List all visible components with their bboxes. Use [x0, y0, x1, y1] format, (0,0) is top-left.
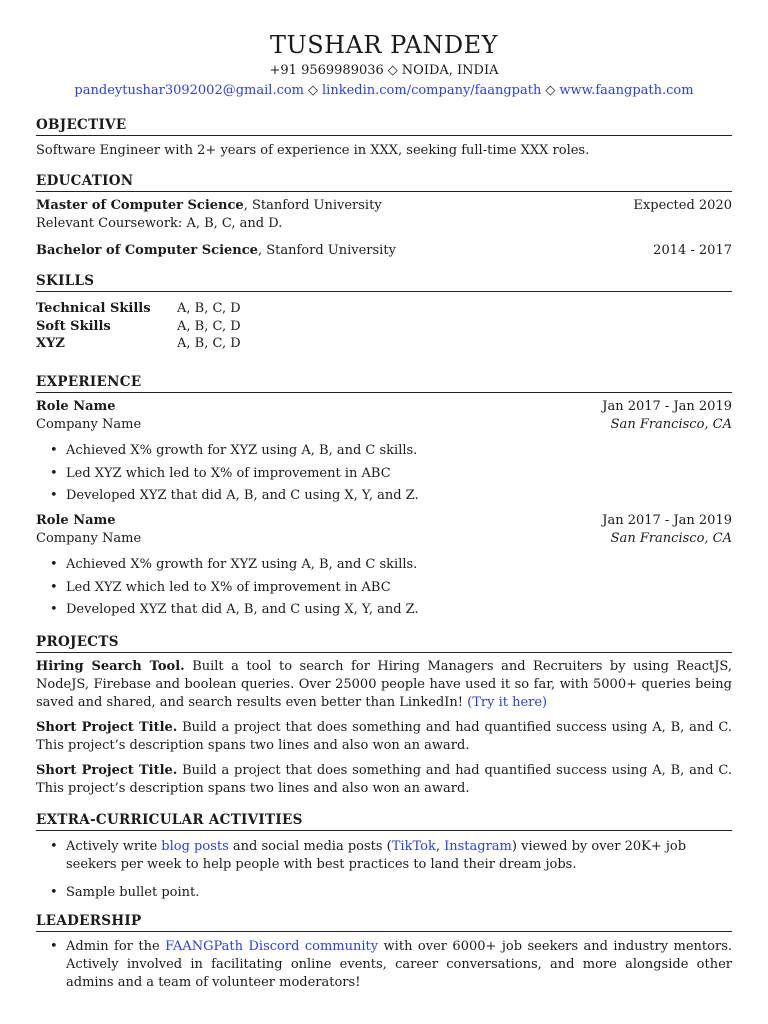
- text-segment: Admin for the: [66, 939, 166, 954]
- experience-header-1: [36, 398, 732, 416]
- candidate-name: TUSHAR PANDEY: [269, 31, 499, 59]
- project-description: Build a project that does something and had quantified success using A, B, and C. This project’s description spans two lines and also won an award.: [36, 763, 732, 796]
- degree-name: Master of Computer Science: [36, 198, 244, 213]
- role-dates: Jan 2017 - Jan 2019: [602, 513, 732, 528]
- text-segment: and social media posts (: [228, 839, 392, 854]
- skills-table: [36, 300, 241, 353]
- discord-community-link[interactable]: FAANGPath Discord community: [165, 939, 379, 954]
- education-entry-1: [36, 197, 732, 215]
- extracurricular-bullets: [36, 838, 732, 907]
- skill-name: Soft Skills: [36, 318, 111, 334]
- project-1: [36, 658, 732, 712]
- experience-subheader-1: [36, 416, 732, 434]
- skill-value: A, B, C, D: [177, 301, 241, 316]
- section-title-extracurricular: EXTRA-CURRICULAR ACTIVITIES: [36, 811, 732, 831]
- section-title-experience: EXPERIENCE: [36, 373, 732, 393]
- blog-posts-link[interactable]: blog posts: [161, 839, 229, 854]
- experience-subheader-2: [36, 530, 732, 548]
- skill-value: A, B, C, D: [177, 336, 241, 351]
- project-description: Built a tool to search for Hiring Managers and Recruiters by using ReactJS, NodeJS, Firebase and boolean queries. Over 25000 people have used it so far, with 5000+ queries being saved and shared, and search results even better than LinkedIn!: [36, 659, 732, 710]
- experience-bullets-1: [36, 442, 732, 510]
- role-dates: Jan 2017 - Jan 2019: [602, 399, 732, 414]
- list-item: • Led XYZ which led to X% of improvement in ABC: [36, 465, 732, 483]
- email-link[interactable]: pandeytushar3092002@gmail.com: [74, 83, 305, 98]
- text-segment: ,: [435, 839, 445, 854]
- project-title: Short Project Title.: [36, 763, 178, 778]
- company-location: San Francisco, CA: [610, 531, 732, 546]
- company-name: Company Name: [36, 531, 142, 546]
- list-item: • Sample bullet point.: [36, 884, 732, 902]
- company-name: Company Name: [36, 417, 142, 432]
- section-title-leadership: LEADERSHIP: [36, 912, 732, 932]
- contact-line-2: [36, 82, 732, 100]
- skill-row: [36, 318, 241, 336]
- location: NOIDA, INDIA: [401, 63, 499, 78]
- project-2: [36, 719, 732, 755]
- website-link[interactable]: www.faangpath.com: [559, 83, 694, 98]
- list-item: • Developed XYZ that did A, B, and C using X, Y, and Z.: [36, 601, 732, 619]
- instagram-link[interactable]: Instagram: [444, 839, 512, 854]
- school-name: , Stanford University: [243, 198, 382, 213]
- diamond-separator-icon: ◇: [545, 83, 556, 98]
- list-item: • Achieved X% growth for XYZ using A, B, and C skills.: [36, 556, 732, 574]
- skill-row: [36, 335, 241, 353]
- project-description: Build a project that does something and had quantified success using A, B, and C. This project’s description spans two lines and also won an award.: [36, 720, 732, 753]
- project-title: Short Project Title.: [36, 720, 178, 735]
- education-entry-2: [36, 242, 732, 260]
- project-try-link[interactable]: (Try it here): [467, 695, 548, 710]
- objective-text: Software Engineer with 2+ years of experience in XXX, seeking full-time XXX roles.: [36, 143, 590, 158]
- linkedin-link[interactable]: linkedin.com/company/faangpath: [322, 83, 542, 98]
- leadership-bullets: [36, 938, 732, 997]
- coursework: Relevant Coursework: A, B, C, and D.: [36, 216, 283, 231]
- skill-row: [36, 300, 241, 318]
- text-segment: ) viewed by over 20K+ job seekers per week to help people with best practices to land their dream jobs.: [66, 839, 687, 872]
- diamond-separator-icon: ◇: [308, 83, 319, 98]
- school-name: , Stanford University: [257, 243, 396, 258]
- degree-name: Bachelor of Computer Science: [36, 243, 258, 258]
- project-title: Hiring Search Tool.: [36, 659, 185, 674]
- text-segment: Actively write: [66, 839, 162, 854]
- phone: +91 9569989036: [269, 63, 384, 78]
- company-location: San Francisco, CA: [610, 417, 732, 432]
- section-title-education: EDUCATION: [36, 172, 732, 192]
- diamond-separator-icon: ◇: [387, 63, 398, 78]
- role-name: Role Name: [36, 513, 116, 528]
- list-item: [36, 938, 732, 992]
- list-item: • Developed XYZ that did A, B, and C using X, Y, and Z.: [36, 487, 732, 505]
- section-title-projects: PROJECTS: [36, 633, 732, 653]
- skill-name: Technical Skills: [36, 301, 151, 316]
- list-item: • Achieved X% growth for XYZ using A, B, and C skills.: [36, 442, 732, 460]
- skill-name: XYZ: [36, 336, 65, 351]
- project-3: [36, 762, 732, 798]
- experience-header-2: [36, 512, 732, 530]
- role-name: Role Name: [36, 399, 116, 414]
- tiktok-link[interactable]: TikTok: [391, 839, 436, 854]
- experience-bullets-2: [36, 556, 732, 624]
- text-segment: with over 6000+ job seekers and industry mentors. Actively involved in facilitating online events, career conversations, and more alongside other admins and a team of volunteer moderators!: [66, 939, 732, 990]
- list-item: [36, 838, 732, 874]
- section-title-objective: OBJECTIVE: [36, 116, 732, 136]
- education-date: 2014 - 2017: [653, 243, 732, 258]
- skill-value: A, B, C, D: [177, 318, 241, 334]
- section-title-skills: SKILLS: [36, 272, 732, 292]
- list-item: • Led XYZ which led to X% of improvement in ABC: [36, 579, 732, 597]
- education-date: Expected 2020: [633, 198, 732, 213]
- contact-line-1: [36, 62, 732, 80]
